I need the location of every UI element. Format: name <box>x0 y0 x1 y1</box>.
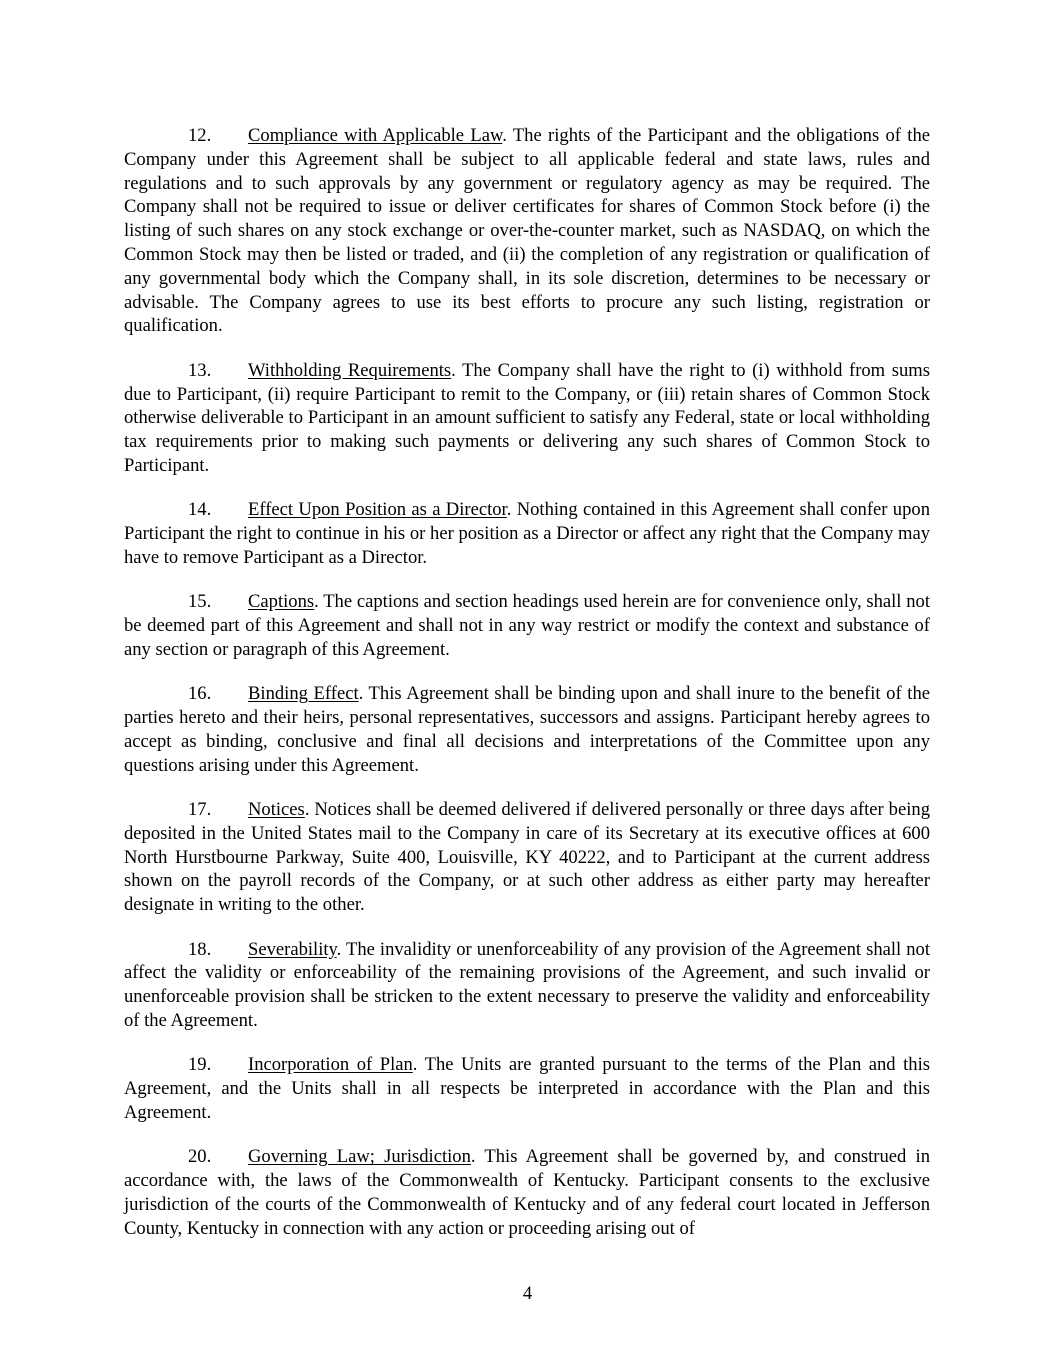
section-number: 15. <box>188 591 212 613</box>
section-body: . The captions and section headings used herein are for convenience only, shall not be deemed part of this Agreement and shall not in any way restrict or modify the context and substance of any section or paragraph of this Agreement. <box>124 591 930 660</box>
section-heading: Binding Effect <box>248 683 359 705</box>
section-12 <box>124 124 930 338</box>
section-body: . This Agreement shall be governed by, and construed in accordance with, the laws of the Commonwealth of Kentucky. Participant consents to the exclusive jurisdiction of the courts of the Commonwealth of Kentucky and of any federal court located in Jefferson County, Kentucky in connection with any action or proceeding arising out of <box>124 1146 930 1239</box>
section-heading: Incorporation of Plan <box>248 1054 413 1076</box>
section-number: 16. <box>188 683 212 705</box>
document-page <box>124 124 930 1261</box>
section-body: . The Company shall have the right to (i) withhold from sums due to Participant, (ii) require Participant to remit to the Company, or (iii) retain shares of Common Stock otherwise deliverable to Participant in an amount sufficient to satisfy any Federal, state or local withholding tax requirements prior to making such payments or delivering any such shares of Common Stock to Participant. <box>124 359 930 476</box>
section-body: . Nothing contained in this Agreement shall confer upon Participant the right to continue in his or her position as a Director or affect any right that the Company may have to remove Participant as a Director. <box>124 499 930 568</box>
section-body: . The invalidity or unenforceability of any provision of the Agreement shall not affect the validity or enforceability of the remaining provisions of the Agreement, and such invalid or unenforceable provision shall be stricken to the extent necessary to preserve the validity and enforceability of the Agreement. <box>124 938 930 1032</box>
section-body: . The rights of the Participant and the obligations of the Company under this Agreement shall be subject to all applicable federal and state laws, rules and regulations and to such approvals by any government or regulatory agency as may be required. The Company shall not be required to issue or deliver certificates for shares of Common Stock before (i) the listing of such shares on any stock exchange or over-the-counter market, such as NASDAQ, on which the Common Stock may then be listed or traded, and (ii) the completion of any registration or qualification of any governmental body which the Company shall, in its sole discretion, determines to be necessary or advisable. The Company agrees to use its best efforts to procure any such listing, registration or qualification. <box>124 125 930 337</box>
section-body: . Notices shall be deemed delivered if delivered personally or three days after being deposited in the United States mail to the Company in care of its Secretary at its executive offices at 600 North Hurstbourne Parkway, Suite 400, Louisville, KY 40222, and to Participant at the current address shown on the payroll records of the Company, or at such other address as either party may hereafter designate in writing to the other. <box>124 799 930 916</box>
section-number: 13. <box>188 359 212 381</box>
section-heading: Notices <box>248 799 305 821</box>
section-number: 17. <box>188 799 212 821</box>
section-16 <box>124 682 930 777</box>
section-number: 14. <box>188 499 212 521</box>
section-number: 18. <box>188 938 212 960</box>
section-14 <box>124 498 930 569</box>
section-heading: Effect Upon Position as a Director <box>248 499 507 521</box>
section-body: . The Units are granted pursuant to the terms of the Plan and this Agreement, and the Units shall in all respects be interpreted in accordance with the Plan and this Agreement. <box>124 1054 930 1124</box>
section-17 <box>124 798 930 917</box>
section-heading: Compliance with Applicable Law <box>248 125 503 146</box>
section-heading: Captions <box>248 591 315 613</box>
section-19 <box>124 1053 930 1124</box>
section-body: . This Agreement shall be binding upon and shall inure to the benefit of the parties hereto and their heirs, personal representatives, successors and assigns. Participant hereby agrees to accept as binding, conclusive and final all decisions and interpretations of the Committee upon any questions arising under this Agreement. <box>124 683 930 776</box>
section-number: 20. <box>188 1146 212 1168</box>
section-number: 12. <box>188 125 212 146</box>
section-20 <box>124 1145 930 1240</box>
section-13 <box>124 359 930 478</box>
section-15 <box>124 590 930 661</box>
section-heading: Governing Law; Jurisdiction <box>248 1146 471 1168</box>
section-heading: Withholding Requirements <box>248 359 452 381</box>
section-number: 19. <box>188 1054 212 1076</box>
section-18 <box>124 938 930 1033</box>
section-heading: Severability <box>248 938 337 960</box>
page-number: 4 <box>522 1283 533 1304</box>
